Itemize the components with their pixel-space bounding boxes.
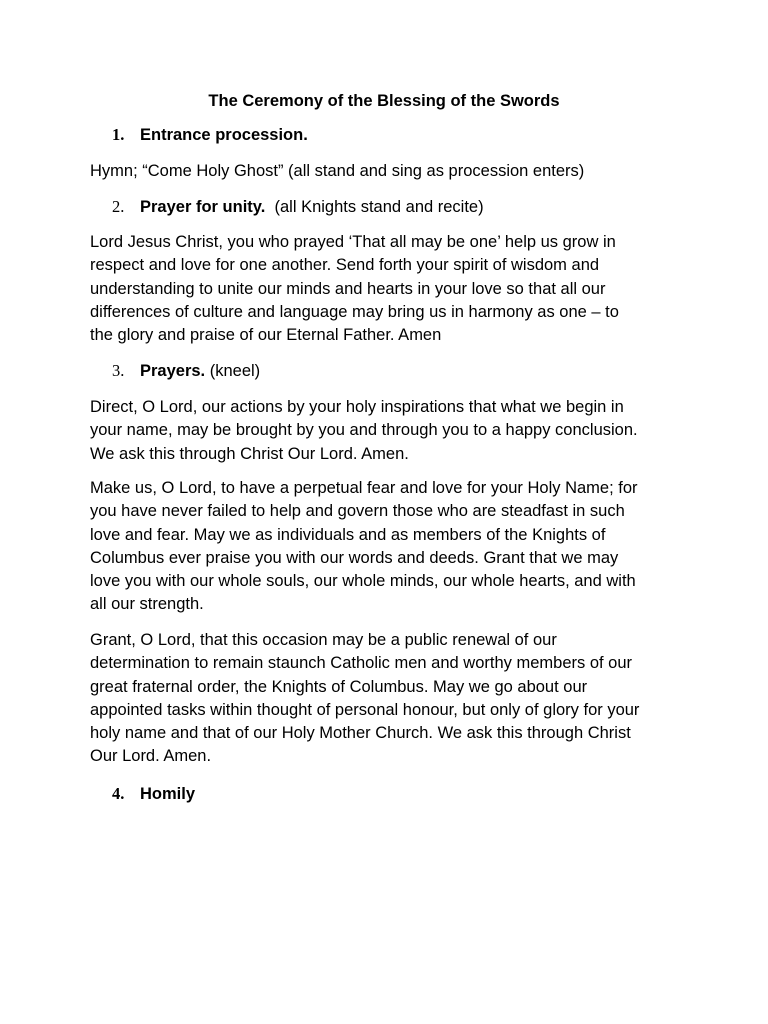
prayer-fear-paragraph: Make us, O Lord, to have a perpetual fear and love for your Holy Name; for you have never failed to help and govern those who are steadfast in such love and fear. May we as individuals and as members of the Knights of Columbus ever praise you with our words and deeds. Grant that we may love you with our whole souls, our whole minds, our whole hearts, and with all our strength.: [90, 479, 638, 614]
section-number: 3.: [112, 361, 125, 380]
section-heading: Prayer for unity.: [140, 198, 266, 216]
prayer-direct-paragraph: Direct, O Lord, our actions by your holy inspirations that what we begin in your name, may be brought by you and through you to a happy conclusion. We ask this through Christ Our Lord. Amen.: [90, 398, 638, 463]
section-heading: Prayers.: [140, 362, 206, 380]
section-entrance-procession: [112, 124, 308, 146]
section-heading: Entrance procession.: [140, 126, 308, 144]
section-homily: [112, 783, 195, 805]
hymn-paragraph: Hymn; “Come Holy Ghost” (all stand and sing as procession enters): [90, 162, 585, 180]
section-note: (kneel): [205, 362, 261, 380]
prayer-occasion-paragraph: Grant, O Lord, that this occasion may be a public renewal of our determination to remain staunch Catholic men and worthy members of our great fraternal order, the Knights of Columbus. May we go about our appointed tasks within thought of personal honour, but only of glory for your holy name and that of our Holy Mother Church. We ask this through Christ Our Lord. Amen.: [90, 631, 640, 766]
section-note: (all Knights stand and recite): [265, 198, 484, 216]
section-number: 1.: [112, 125, 125, 144]
section-heading: Homily: [140, 785, 196, 803]
section-number: 4.: [112, 784, 125, 803]
section-prayer-for-unity: [112, 196, 484, 218]
unity-prayer-paragraph: Lord Jesus Christ, you who prayed ‘That all may be one’ help us grow in respect and love for one another. Send forth your spirit of wisdom and understanding to unite our minds and hearts in your love so that all our differences of culture and language may bring us in harmony as one – to the glory and praise of our Eternal Father. Amen: [90, 233, 619, 345]
section-number: 2.: [112, 197, 125, 216]
document-title: The Ceremony of the Blessing of the Swords: [208, 92, 560, 110]
section-prayers: [112, 360, 260, 382]
